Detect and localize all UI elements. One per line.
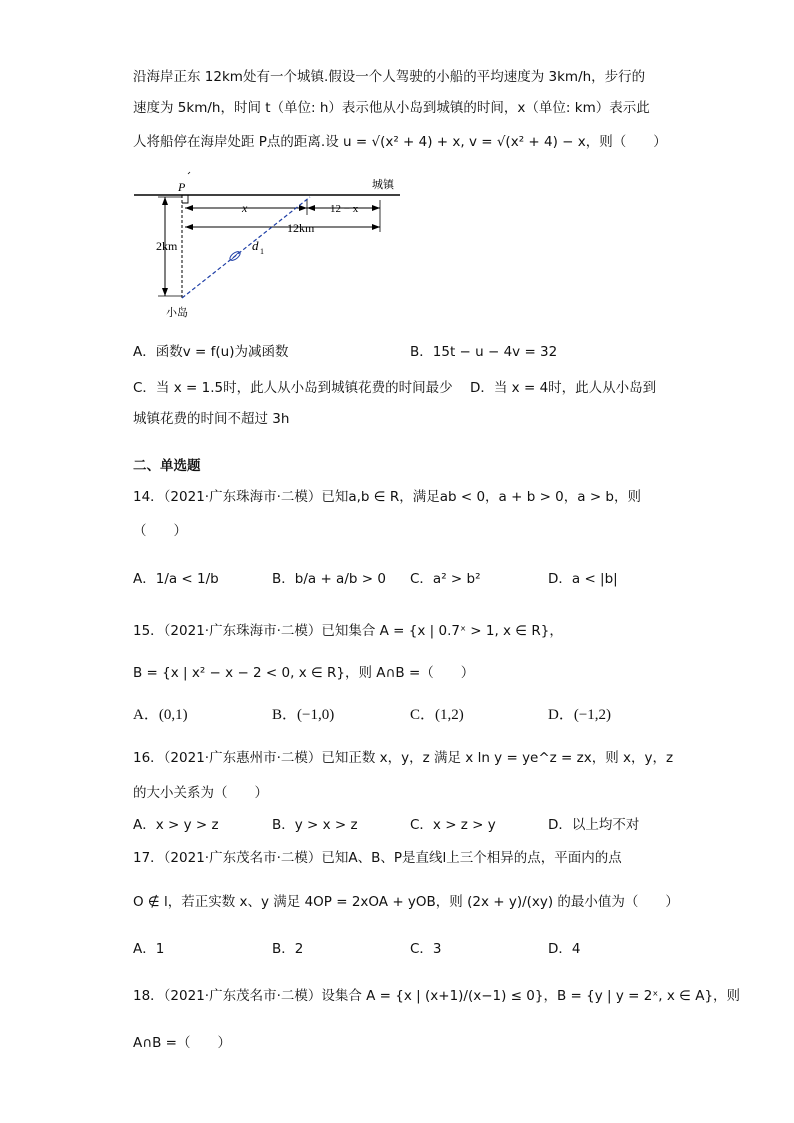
q17-line2: O ∉ l，若正实数 x、y 满足 4OP = 2xOA + yOB，则 (2x + y)/(xy) 的最小值为（ ） — [133, 894, 679, 910]
label-P: P — [178, 180, 186, 194]
q16-option-a[interactable]: A．x > y > z — [133, 817, 219, 833]
q14-option-d[interactable]: D．a < |b| — [548, 571, 618, 587]
q15-option-a[interactable]: A．(0,1) — [133, 707, 188, 723]
label-town: 城镇 — [372, 179, 394, 191]
label-x: x — [242, 201, 248, 215]
q13-option-c[interactable]: C．当 x = 1.5时，此人从小岛到城镇花费的时间最少 — [133, 380, 453, 396]
q13-option-d-cont: 城镇花费的时间不超过 3h — [133, 411, 290, 427]
q14-option-b[interactable]: B．b/a + a/b > 0 — [272, 571, 386, 587]
q14-stem: 14．（2021·广东珠海市·二模）已知a,b ∈ R，满足ab < 0，a + b > 0，a > b，则 — [133, 489, 642, 505]
q17-option-d[interactable]: D．4 — [548, 941, 581, 957]
label-12km: 12km — [287, 221, 315, 235]
q18-line2: A∩B =（ ） — [133, 1035, 231, 1051]
q14-option-c[interactable]: C．a² > b² — [410, 571, 481, 587]
q15-option-d[interactable]: D．(−1,2) — [548, 707, 612, 723]
q16-option-d[interactable]: D．以上均不对 — [548, 817, 640, 833]
q13-option-a[interactable]: A．函数v = f(u)为减函数 — [133, 344, 289, 360]
section-title: 二、单选题 — [133, 458, 201, 474]
q15-option-c[interactable]: C．(1,2) — [410, 707, 464, 723]
q13-line2: 速度为 5km/h，时间 t（单位: h）表示他从小岛到城镇的时间，x（单位: km）表示此 — [133, 100, 650, 116]
q14-option-a[interactable]: A．1/a < 1/b — [133, 571, 219, 587]
q13-figure — [130, 170, 410, 320]
q13-option-d[interactable]: D．当 x = 4时，此人从小岛到 — [470, 380, 657, 396]
label-island: 小岛 — [166, 307, 188, 319]
q13-line3: 人将船停在海岸处距 P点的距离.设 u = √(x² + 4) + x, v = √(x² + 4) − x，则（ ） — [133, 134, 667, 150]
q13-line1: 沿海岸正东 12km处有一个城镇.假设一个人驾驶的小船的平均速度为 3km/h，步行的 — [133, 69, 646, 85]
label-d: d — [252, 238, 259, 253]
q18-line1: 18．（2021·广东茂名市·二模）设集合 A = {x | (x+1)/(x−1) ≤ 0}，B = {y | y = 2ˣ, x ∈ A}，则 — [133, 988, 741, 1004]
q17-option-b[interactable]: B．2 — [272, 941, 304, 957]
q17-option-a[interactable]: A．1 — [133, 941, 165, 957]
q13-option-b[interactable]: B．15t − u − 4v = 32 — [410, 344, 558, 360]
q16-line1: 16．（2021·广东惠州市·二模）已知正数 x，y，z 满足 x ln y = ye^z = zx，则 x，y，z — [133, 750, 674, 766]
q14-paren: （ ） — [133, 523, 187, 539]
q16-option-b[interactable]: B．y > x > z — [272, 817, 358, 833]
q15-line1: 15．（2021·广东珠海市·二模）已知集合 A = {x | 0.7ˣ > 1, x ∈ R}， — [133, 623, 563, 639]
q16-option-c[interactable]: C．x > z > y — [410, 817, 496, 833]
q15-option-b[interactable]: B．(−1,0) — [272, 707, 335, 723]
label-2km: 2km — [156, 239, 178, 253]
q17-option-c[interactable]: C．3 — [410, 941, 442, 957]
q17-line1: 17．（2021·广东茂名市·二模）已知A、B、P是直线l上三个相异的点，平面内的点 — [133, 850, 622, 866]
q15-line2: B = {x | x² − x − 2 < 0, x ∈ R}，则 A∩B =（ ） — [133, 665, 475, 681]
label-d-sub: 1 — [260, 247, 264, 256]
q16-line2: 的大小关系为（ ） — [133, 785, 268, 801]
label-12-minus-x: 12 − x — [330, 203, 359, 215]
